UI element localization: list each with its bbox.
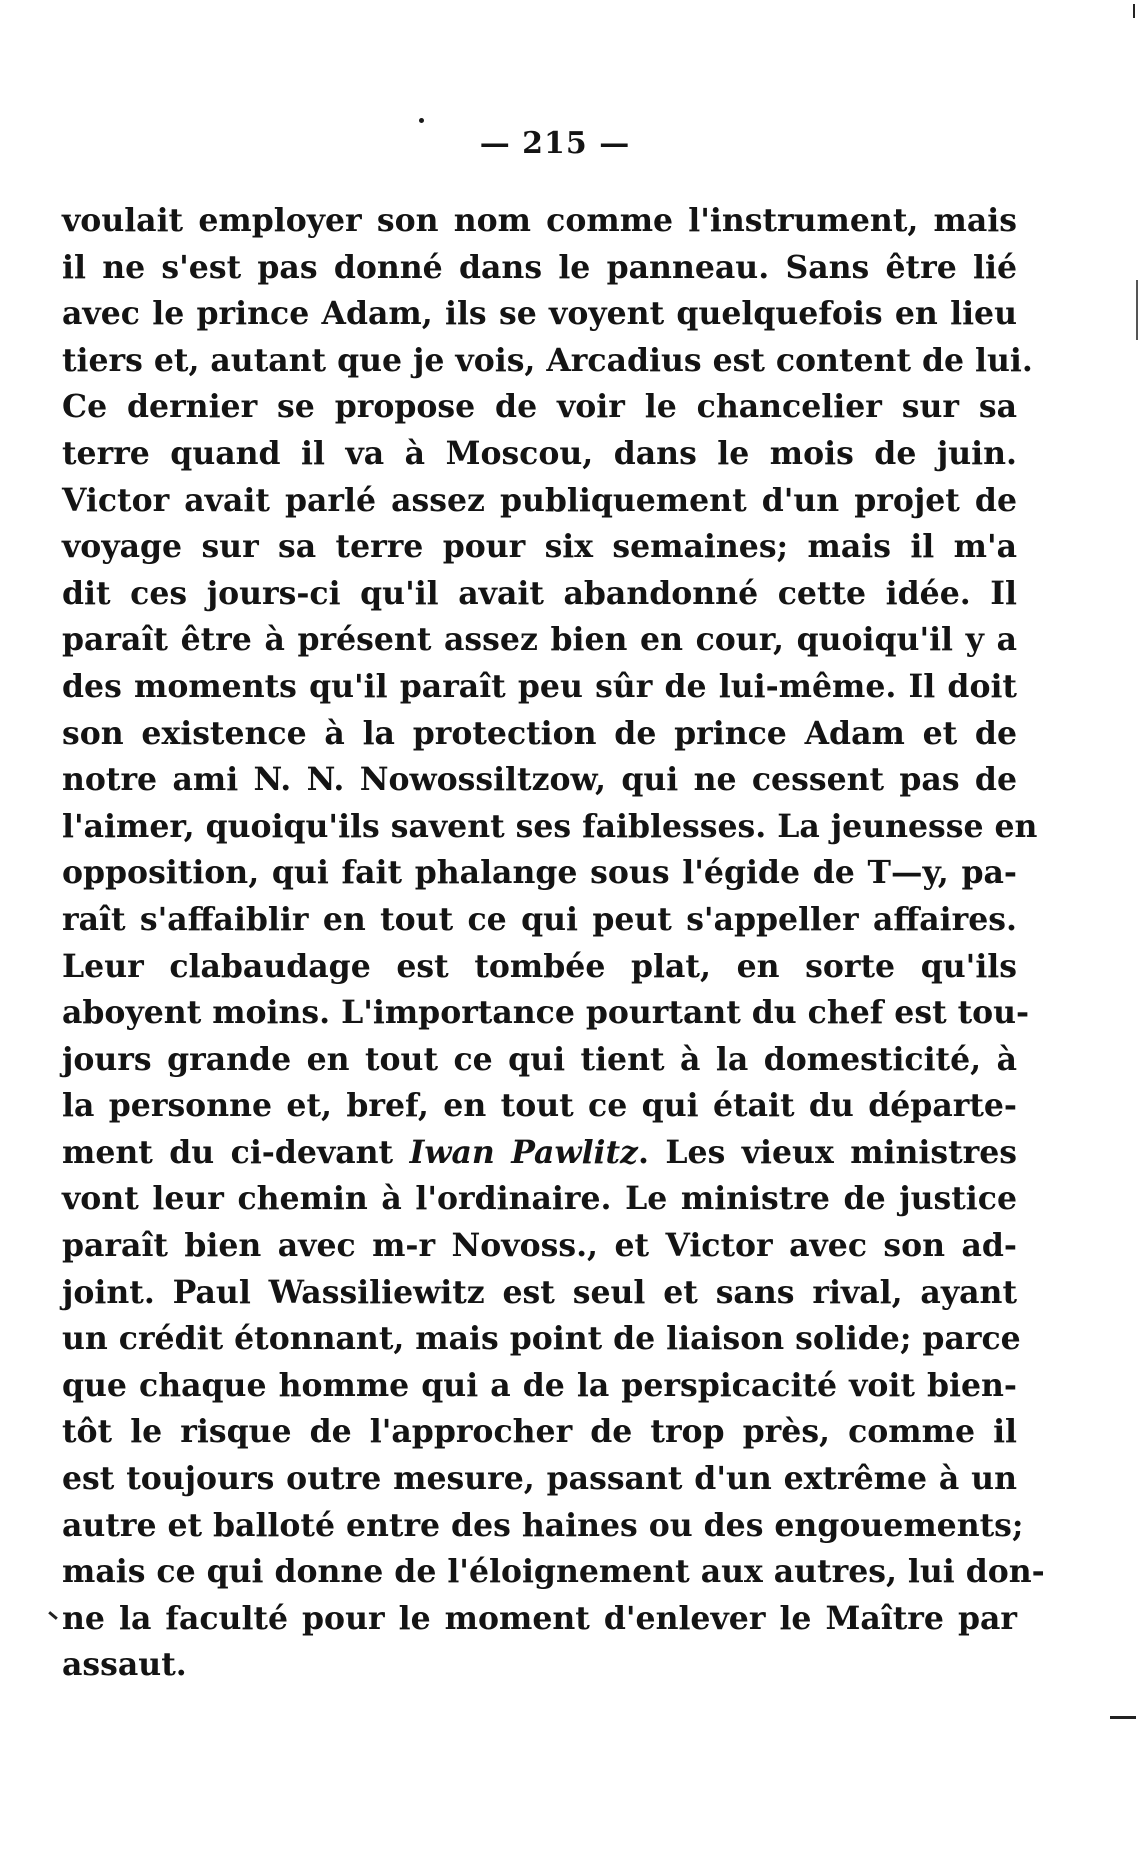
text-line: son existence à la protection de prince Adam et de <box>62 714 1017 752</box>
text-line: notre ami N. N. Nowossiltzow, qui ne cessent pas de <box>62 761 1017 799</box>
text-line: que chaque homme qui a de la perspicacité voit bien- <box>62 1366 1017 1404</box>
text-segment: . Les vieux ministres <box>637 1133 1018 1171</box>
text-line: opposition, qui fait phalange sous l'égide de T—y, pa- <box>62 854 1017 892</box>
text-line: dit ces jours-ci qu'il avait abandonné cette idée. Il <box>62 574 1017 612</box>
text-line: Victor avait parlé assez publiquement d'un projet de <box>62 481 1017 519</box>
scan-dot <box>419 118 424 123</box>
text-line: jours grande en tout ce qui tient à la domesticité, à <box>62 1040 1017 1078</box>
text-line: terre quand il va à Moscou, dans le mois de juin. <box>62 434 1017 472</box>
text-line: avec le prince Adam, ils se voyent quelquefois en lieu <box>62 295 1017 333</box>
body-text <box>62 198 1045 1689</box>
text-line: mais ce qui donne de l'éloignement aux autres, lui don- <box>62 1553 1045 1591</box>
text-line: ne la faculté pour le moment d'enlever le Maître par <box>62 1599 1017 1637</box>
text-line: des moments qu'il paraît peu sûr de lui-même. Il doit <box>62 667 1017 705</box>
text-line: la personne et, bref, en tout ce qui était du départe- <box>62 1087 1017 1125</box>
text-line: l'aimer, quoiqu'ils savent ses faiblesses. La jeunesse en <box>62 807 1038 845</box>
text-line: tôt le risque de l'approcher de trop près, comme il <box>62 1413 1017 1451</box>
scan-mark <box>1133 4 1135 18</box>
text-line: aboyent moins. L'importance pourtant du chef est tou- <box>62 994 1030 1032</box>
text-line: voyage sur sa terre pour six semaines; mais il m'a <box>62 528 1017 566</box>
text-line: paraît être à présent assez bien en cour, quoiqu'il y a <box>62 621 1017 659</box>
text-line: il ne s'est pas donné dans le panneau. Sans être lié <box>62 248 1017 286</box>
text-segment: ment du ci-devant <box>62 1133 394 1171</box>
text-line: raît s'affaiblir en tout ce qui peut s'appeller affaires. <box>62 900 1017 938</box>
text-line: paraît bien avec m-r Novoss., et Victor avec son ad- <box>62 1227 1017 1265</box>
scan-dash-mark <box>1110 1716 1136 1719</box>
scan-tick-mark <box>48 1611 58 1620</box>
text-line: autre et balloté entre des haines ou des engouements; <box>62 1506 1024 1544</box>
text-line: vont leur chemin à l'ordinaire. Le ministre de justice <box>62 1180 1017 1218</box>
text-line: Leur clabaudage est tombée plat, en sorte qu'ils <box>62 947 1017 985</box>
text-line: joint. Paul Wassiliewitz est seul et sans rival, ayant <box>62 1273 1017 1311</box>
text-line: tiers et, autant que je vois, Arcadius est content de lui. <box>62 341 1033 379</box>
page-number: — 215 — <box>479 126 631 161</box>
italic-name: Iwan Pawlitz <box>409 1133 638 1171</box>
scan-edge-mark <box>1136 280 1138 340</box>
text-line: est toujours outre mesure, passant d'un extrême à un <box>62 1460 1017 1498</box>
text-line: Ce dernier se propose de voir le chancelier sur sa <box>62 388 1017 426</box>
text-line: un crédit étonnant, mais point de liaison solide; parce <box>62 1320 1021 1358</box>
text-line: assaut. <box>62 1646 187 1684</box>
text-line: voulait employer son nom comme l'instrument, mais <box>62 202 1017 239</box>
text-line-with-italic <box>62 1130 1017 1177</box>
